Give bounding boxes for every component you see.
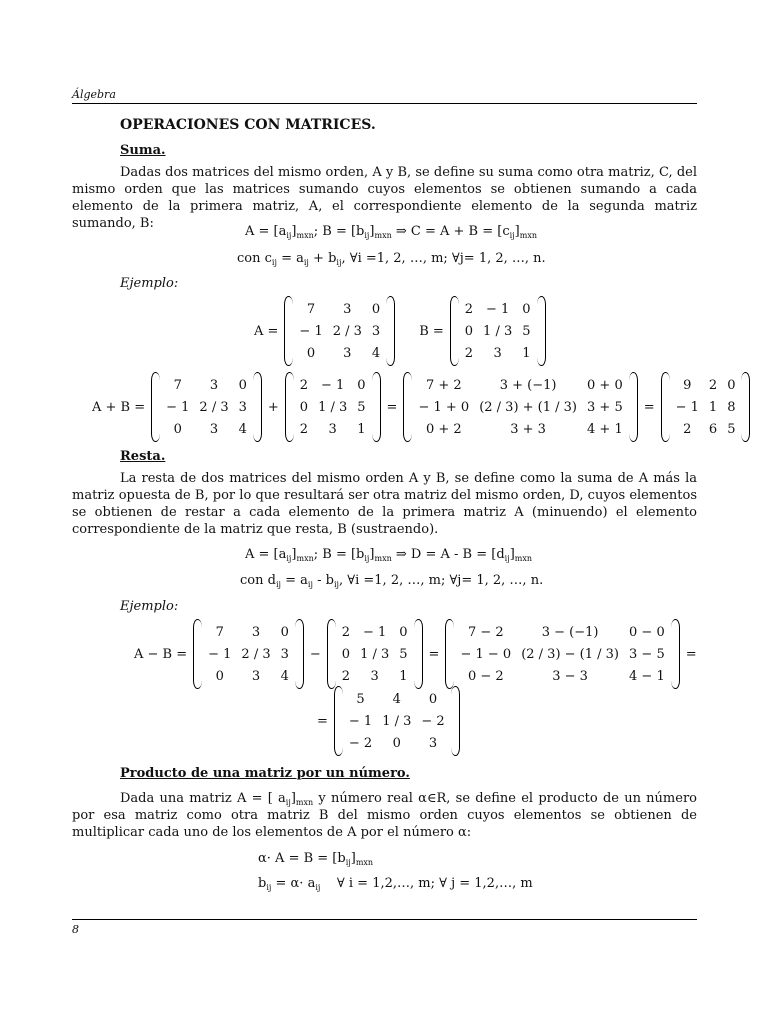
left-paren — [327, 619, 336, 689]
plus-sign: + — [267, 399, 279, 415]
matrix-cell: 0 — [341, 646, 351, 662]
matrix-cell: − 1 — [348, 713, 373, 729]
matrix-cells — [459, 296, 537, 366]
matrix-cell: 2 — [708, 377, 718, 393]
right-paren — [372, 372, 381, 442]
matrix-cell: 3 + (−1) — [499, 377, 557, 393]
producto-heading: Producto de una matriz por un número. — [120, 766, 410, 781]
matrix-cell: 0 — [357, 377, 366, 393]
matrix-cell: 4 − 1 — [629, 668, 665, 684]
matrix-cell: 0 — [371, 301, 381, 317]
matrix-cell: 0 — [173, 421, 182, 437]
diff-matrix-b — [327, 619, 423, 689]
matrix-cell: 3 — [428, 735, 438, 751]
page-number: 8 — [72, 923, 79, 936]
suma-definition-formula: $A = [a_{ij}]_{mxn}$; $B = [b_{ij}]_{mxn}$ ⇒ $C = A + B = [c_{ij}]_{mxn}$ — [245, 224, 537, 240]
diff-expanded-matrix — [445, 619, 679, 689]
matrix-cell: 3 + 3 — [510, 421, 546, 437]
matrix-cell: − 1 — [363, 624, 387, 640]
resta-example-label: Ejemplo: — [120, 599, 179, 614]
resta-definition-formula: $A = [a_{ij}]_{mxn}$; $B = [b_{ij}]_{mxn}$ ⇒ $D = A - B = [d_{ij}]_{mxn}$ — [245, 547, 533, 563]
equals-sign: = — [428, 646, 440, 662]
sum-matrix-b — [285, 372, 381, 442]
sum-result-matrix — [661, 372, 751, 442]
producto-formula-1: $\alpha\cdot A = B = [b_{ij}]_{mxn}$ — [258, 851, 374, 867]
matrix-cell: − 2 — [348, 735, 373, 751]
right-paren — [451, 686, 460, 756]
label-a-equals: A = — [254, 323, 279, 339]
matrix-cell: 5 — [399, 646, 408, 662]
label-b-equals: B = — [419, 323, 444, 339]
matrix-cell: 3 — [370, 668, 379, 684]
matrix-cell: − 1 + 0 — [418, 399, 470, 415]
left-paren — [193, 619, 202, 689]
matrix-cells — [670, 372, 742, 442]
matrix-cell: 3 − 3 — [552, 668, 588, 684]
matrix-cell: 2 — [341, 624, 351, 640]
right-paren — [253, 372, 262, 442]
matrix-cell: 9 — [683, 377, 692, 393]
matrix-cell: 0 + 2 — [425, 421, 462, 437]
equals-sign: = — [643, 399, 655, 415]
matrix-cell: − 1 — [675, 399, 699, 415]
matrix-cell: (2 / 3) + (1 / 3) — [479, 399, 578, 415]
matrix-cell: 3 — [343, 301, 352, 317]
right-paren — [386, 296, 395, 366]
matrix-cells — [160, 372, 253, 442]
left-paren — [661, 372, 670, 442]
left-paren — [284, 296, 293, 366]
matrix-cells — [412, 372, 628, 442]
matrix-cell: 3 — [371, 323, 381, 339]
matrix-cell: 0 — [392, 735, 401, 751]
matrix-cell: 3 − 5 — [629, 646, 665, 662]
matrix-cell: − 1 − 0 — [460, 646, 512, 662]
matrix-cell: 0 − 2 — [467, 668, 504, 684]
matrix-cell: 0 — [306, 345, 316, 361]
matrix-cell: 7 + 2 — [425, 377, 462, 393]
equals-sign: = — [685, 646, 697, 662]
matrix-cell: 1 — [522, 345, 531, 361]
matrix-cell: 1 / 3 — [382, 713, 412, 729]
matrix-cell: 3 — [493, 345, 502, 361]
matrix-cell: 0 − 0 — [629, 624, 665, 640]
matrix-cell: 3 + 5 — [587, 399, 623, 415]
matrix-cells — [343, 686, 451, 756]
left-paren — [334, 686, 343, 756]
matrix-cell: 1 — [357, 421, 366, 437]
matrix-cell: 0 — [727, 377, 736, 393]
matrix-cell: 6 — [708, 421, 718, 437]
right-paren — [741, 372, 750, 442]
matrix-cell: 2 / 3 — [199, 399, 229, 415]
suma-paragraph: Dadas dos matrices del mismo orden, A y B, se define su suma como otra matriz, C, del mismo orden que las matrices sumando cuyos elementos se obtienen sumando a cada elemento de la primera matriz, A, el correspondiente elemento de la segunda matriz sumando, B: — [72, 165, 697, 231]
matrix-cell: 0 — [464, 323, 474, 339]
left-paren — [285, 372, 294, 442]
matrix-cell: 3 — [251, 668, 261, 684]
suma-example-label: Ejemplo: — [120, 276, 179, 291]
left-paren — [151, 372, 160, 442]
suma-condition-formula: con $c_{ij} = a_{ij} + b_{ij}$, ∀i =1, 2, …, m; ∀j= 1, 2, …, n. — [237, 251, 546, 267]
diff-computation-row — [130, 619, 701, 689]
matrix-cell: 4 — [280, 668, 289, 684]
matrix-cell: 3 — [209, 377, 219, 393]
right-paren — [671, 619, 680, 689]
matrix-cell: 4 + 1 — [587, 421, 623, 437]
diff-result-row — [313, 686, 462, 756]
matrix-b — [450, 296, 546, 366]
resta-condition-formula: con $d_{ij} = a_{ij} - b_{ij}$, ∀i =1, 2, …, m; ∀j= 1, 2, …, n. — [240, 573, 544, 589]
matrix-cell: 2 — [299, 377, 309, 393]
matrix-cell: 2 — [341, 668, 351, 684]
producto-formula-2: $b_{ij} = \alpha\cdot a_{ij}$ ∀ i = 1,2,…, m; ∀ j = 1,2,…, m — [258, 876, 533, 892]
matrix-cell: 8 — [727, 399, 736, 415]
matrix-cell: 2 — [464, 345, 474, 361]
matrix-cell: 4 — [371, 345, 381, 361]
matrix-cell: 7 — [173, 377, 182, 393]
sum-computation-row — [88, 372, 752, 442]
matrix-cell: − 1 — [208, 646, 232, 662]
matrix-cell: 7 — [215, 624, 224, 640]
matrix-cell: − 1 — [166, 399, 190, 415]
matrix-cell: 1 — [399, 668, 408, 684]
left-paren — [450, 296, 459, 366]
diff-result-matrix — [334, 686, 460, 756]
matrix-cell: 2 — [683, 421, 692, 437]
left-paren — [445, 619, 454, 689]
matrix-cell: − 2 — [421, 713, 445, 729]
sum-matrix-a — [151, 372, 262, 442]
matrix-cell: 5 — [727, 421, 736, 437]
matrix-cell: 2 / 3 — [241, 646, 271, 662]
label-a-plus-b: A + B = — [92, 399, 146, 415]
matrix-definitions-row — [250, 296, 548, 366]
matrix-cell: 1 — [708, 399, 718, 415]
matrix-cell: 0 — [399, 624, 408, 640]
resta-heading: Resta. — [120, 449, 166, 464]
matrix-cell: 1 / 3 — [483, 323, 513, 339]
matrix-cell: − 1 — [485, 301, 510, 317]
matrix-cell: 0 — [280, 624, 289, 640]
matrix-cells — [293, 296, 386, 366]
matrix-cell: 7 — [306, 301, 316, 317]
matrix-cell: 3 − (−1) — [541, 624, 599, 640]
matrix-cell: 1 / 3 — [360, 646, 390, 662]
label-a-minus-b: A − B = — [134, 646, 188, 662]
diff-matrix-a — [193, 619, 304, 689]
matrix-cells — [202, 619, 295, 689]
matrix-cell: 5 — [522, 323, 531, 339]
matrix-cell: 0 — [428, 691, 438, 707]
matrix-cell: 3 — [251, 624, 261, 640]
section-title: OPERACIONES CON MATRICES. — [120, 117, 376, 133]
right-paren — [414, 619, 423, 689]
matrix-cells — [454, 619, 670, 689]
matrix-cell: 4 — [392, 691, 401, 707]
matrix-cell: 5 — [357, 399, 366, 415]
matrix-cell: (2 / 3) − (1 / 3) — [521, 646, 620, 662]
matrix-cell: 3 — [238, 399, 247, 415]
matrix-cell: 0 + 0 — [587, 377, 623, 393]
matrix-cell: 0 — [299, 399, 309, 415]
header-rule — [72, 103, 697, 104]
equals-sign: = — [386, 399, 398, 415]
matrix-cell: 3 — [328, 421, 337, 437]
matrix-cell: 1 / 3 — [318, 399, 348, 415]
matrix-cell: 3 — [209, 421, 219, 437]
running-header: Álgebra — [72, 88, 116, 101]
matrix-cell: 2 — [464, 301, 474, 317]
matrix-cell: 3 — [343, 345, 352, 361]
matrix-cell: 4 — [238, 421, 247, 437]
right-paren — [537, 296, 546, 366]
producto-paragraph: Dada una matriz A = [ $a_{ij}]_{mxn}$ y número real α∈R, se define el producto de un número por esa matriz como otra matriz B del mismo orden cuyos elementos se obtienen de multiplicar cada uno de los elementos de A por el número α: — [72, 791, 697, 840]
right-paren — [629, 372, 638, 442]
footer-rule — [72, 919, 697, 920]
matrix-cell: 7 − 2 — [467, 624, 504, 640]
matrix-cell: 0 — [215, 668, 224, 684]
suma-heading: Suma. — [120, 143, 166, 158]
matrix-cells — [294, 372, 372, 442]
sum-expanded-matrix — [403, 372, 637, 442]
matrix-cell: 2 / 3 — [332, 323, 362, 339]
matrix-cell: − 1 — [299, 323, 323, 339]
minus-sign: − — [309, 646, 321, 662]
matrix-cell: − 1 — [321, 377, 345, 393]
matrix-cell: 0 — [522, 301, 531, 317]
left-paren — [403, 372, 412, 442]
equals-sign: = — [317, 713, 328, 729]
matrix-a — [284, 296, 395, 366]
resta-paragraph: La resta de dos matrices del mismo orden A y B, se define como la suma de A más la matriz opuesta de B, por lo que resultará ser otra matriz del mismo orden, D, cuyos elementos se obtienen de restar a cada elemento de la primera matriz A (minuendo) el elemento correspondiente de la matriz que resta, B (sustraendo). — [72, 471, 697, 537]
matrix-cells — [336, 619, 414, 689]
matrix-cell: 2 — [299, 421, 309, 437]
right-paren — [295, 619, 304, 689]
matrix-cell: 3 — [280, 646, 289, 662]
matrix-cell: 5 — [356, 691, 365, 707]
matrix-cell: 0 — [238, 377, 247, 393]
